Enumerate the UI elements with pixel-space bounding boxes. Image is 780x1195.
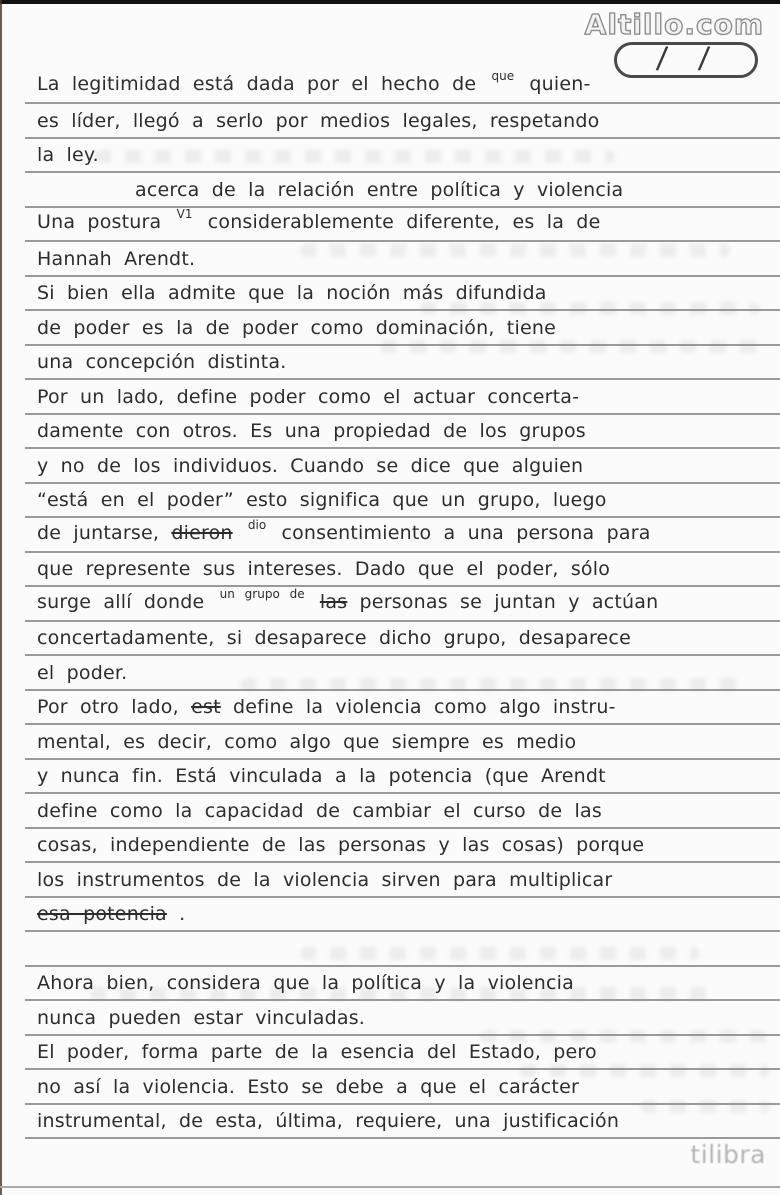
text-segment: nunca pueden estar vinculadas.	[37, 1006, 366, 1029]
handwritten-line	[25, 725, 780, 760]
handwritten-text	[25, 518, 780, 550]
text-segment: mental, es decir, como algo que siempre es medio	[37, 730, 577, 753]
text-segment: V1	[176, 207, 193, 221]
date-slash: /	[697, 40, 711, 77]
text-segment: dio	[247, 517, 267, 532]
handwritten-text	[25, 1037, 780, 1067]
handwritten-line	[25, 104, 780, 139]
text-segment: quien-	[529, 73, 591, 95]
handwritten-text	[25, 1106, 780, 1136]
handwritten-text	[25, 727, 780, 757]
text-segment: .	[179, 903, 186, 925]
altillo-logo: Altillo.com	[584, 8, 764, 41]
handwritten-text	[25, 865, 780, 895]
text-segment: cosas, independiente de las personas y las cosas) porque	[37, 834, 645, 856]
handwritten-line	[25, 759, 780, 794]
handwritten-line	[25, 138, 780, 173]
text-segment: instrumental, de esta, última, requiere, una justificación	[37, 1110, 620, 1132]
text-segment: acerca de la relación entre política y violencia	[135, 178, 624, 201]
handwritten-line	[25, 311, 780, 346]
text-segment: que represente sus intereses. Dado que el poder, sólo	[37, 558, 611, 580]
text-segment: y nunca fin. Está vinculada a la potencia (que Arendt	[37, 765, 606, 787]
handwritten-text	[25, 554, 780, 584]
handwritten-text	[25, 347, 780, 377]
handwritten-line	[25, 380, 780, 415]
text-segment: Si bien ella admite que la noción más difundida	[37, 282, 547, 304]
handwritten-line	[25, 828, 780, 863]
handwritten-text	[25, 207, 780, 239]
text-segment: es líder, llegó a serlo por medios legales, respetando	[37, 109, 600, 132]
text-segment: damente con otros. Es una propiedad de los grupos	[37, 420, 586, 442]
text-segment: define la violencia como algo instru-	[232, 696, 616, 718]
handwritten-line	[25, 345, 780, 380]
handwritten-line	[25, 552, 780, 587]
text-segment: “está en el poder” esto significa que un grupo, luego	[37, 489, 607, 511]
handwritten-text	[25, 968, 780, 998]
handwritten-text	[25, 658, 780, 688]
handwritten-line	[25, 1070, 780, 1105]
text-segment: est	[191, 696, 221, 718]
text-segment: personas se juntan y actúan	[359, 590, 659, 613]
text-segment: considerablemente diferente, es la de	[207, 211, 601, 233]
handwritten-text	[25, 761, 780, 791]
handwritten-line	[25, 863, 780, 898]
handwritten-line	[25, 518, 780, 553]
handwritten-text	[25, 69, 780, 101]
text-segment: consentimiento a una persona para	[281, 521, 651, 544]
text-segment: y no de los individuos. Cuando se dice que alguien	[37, 454, 584, 477]
handwritten-text	[25, 1072, 780, 1102]
handwritten-text	[25, 175, 780, 205]
handwritten-text	[25, 485, 780, 515]
handwritten-text	[25, 244, 780, 274]
handwritten-line	[25, 656, 780, 691]
handwritten-text	[25, 830, 780, 860]
text-segment: el poder.	[37, 661, 128, 684]
handwritten-line	[25, 690, 780, 725]
text-segment: esa potencia	[37, 903, 167, 925]
handwritten-text	[25, 416, 780, 446]
handwritten-line	[25, 621, 780, 656]
text-segment: las	[319, 590, 348, 613]
date-slash: /	[655, 40, 669, 77]
text-segment: dieron	[171, 521, 233, 544]
handwritten-line	[25, 242, 780, 277]
text-segment: una concepción distinta.	[37, 351, 287, 373]
handwritten-line	[25, 207, 780, 242]
text-segment: la ley.	[37, 144, 99, 166]
tilibra-watermark: tilibra	[690, 1140, 766, 1169]
text-segment: La legitimidad está dada por el hecho de	[37, 73, 477, 95]
handwritten-line	[25, 587, 780, 622]
handwritten-line	[25, 897, 780, 932]
text-segment: de poder es la de poder como dominación, tiene	[37, 316, 556, 339]
text-segment: surge allí donde	[37, 590, 205, 613]
text-segment: de juntarse,	[37, 521, 160, 544]
handwritten-text	[25, 140, 780, 170]
text-segment: Por un lado, define poder como el actuar concerta-	[37, 385, 580, 408]
handwritten-line	[25, 966, 780, 1001]
handwritten-text	[25, 587, 780, 619]
handwritten-line	[25, 69, 780, 104]
text-segment: Hannah Arendt.	[37, 247, 196, 270]
text-segment: Una postura	[37, 211, 162, 233]
text-segment: un grupo de	[219, 586, 305, 601]
handwritten-line	[25, 483, 780, 518]
text-segment: que	[491, 69, 515, 83]
text-segment: Ahora bien, considera que la política y la violencia	[37, 972, 574, 994]
text-segment: Por otro lado,	[37, 696, 179, 718]
handwritten-text	[25, 382, 780, 412]
handwritten-line	[25, 449, 780, 484]
text-segment: concertadamente, si desaparece dicho grupo, desaparece	[37, 627, 631, 649]
handwritten-line	[25, 276, 780, 311]
handwritten-text	[25, 623, 780, 653]
handwritten-text	[25, 692, 780, 722]
handwritten-line	[25, 1104, 780, 1139]
text-segment: no así la violencia. Esto se debe a que el carácter	[37, 1075, 579, 1098]
handwritten-line	[25, 1001, 780, 1036]
text-segment: El poder, forma parte de la esencia del Estado, pero	[37, 1041, 597, 1063]
handwritten-line	[25, 794, 780, 829]
handwritten-text	[25, 899, 780, 929]
handwritten-line	[25, 173, 780, 208]
handwritten-line	[25, 1035, 780, 1070]
handwritten-text	[25, 278, 780, 308]
text-segment: los instrumentos de la violencia sirven para multiplicar	[37, 868, 613, 891]
handwritten-text	[25, 313, 780, 343]
handwritten-text	[25, 1003, 780, 1033]
handwritten-line	[25, 414, 780, 449]
handwritten-text	[25, 451, 780, 481]
handwritten-text	[25, 106, 780, 136]
text-segment: define como la capacidad de cambiar el curso de las	[37, 799, 602, 822]
handwritten-text	[25, 796, 780, 826]
handwritten-line	[25, 932, 780, 967]
